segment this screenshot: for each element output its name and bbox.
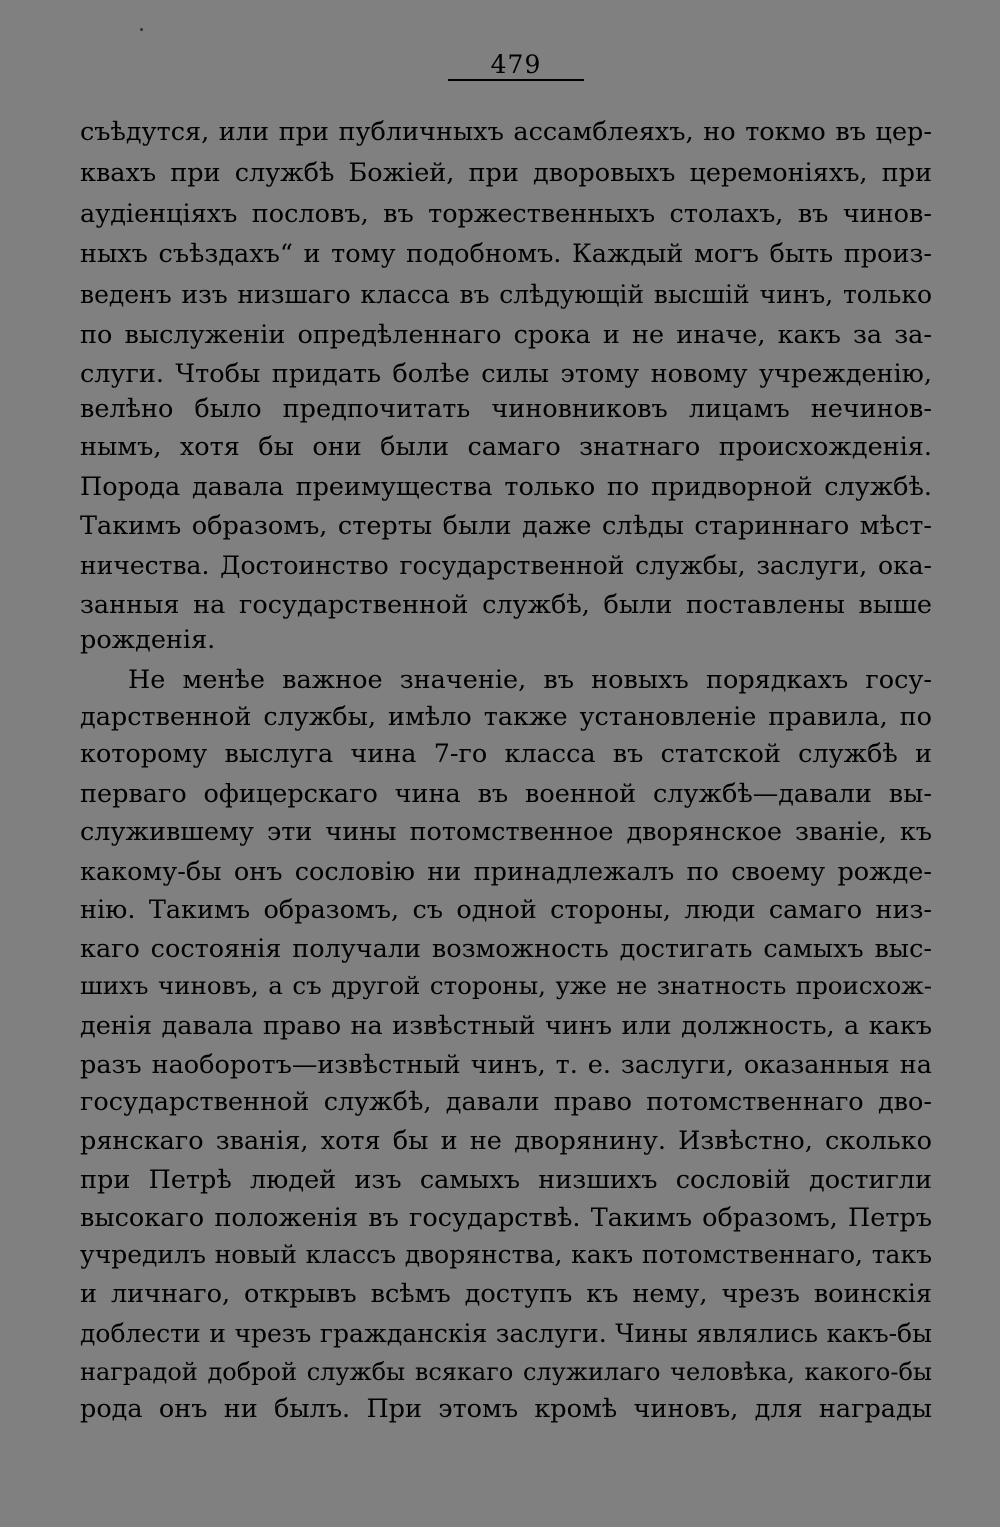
- text-line: по выслуженіи опредѣленнаго срока и не иначе, какъ за за-: [80, 320, 932, 350]
- text-line: высокаго положенія въ государствѣ. Такимъ образомъ, Петръ: [80, 1203, 932, 1233]
- text-line: перваго офицерскаго чина въ военной службѣ—давали вы-: [80, 779, 932, 809]
- text-line: рянскаго званія, хотя бы и не дворянину. Извѣстно, сколько: [80, 1126, 932, 1156]
- text-line: аудіенціяхъ пословъ, въ торжественныхъ столахъ, въ чинов-: [80, 199, 932, 229]
- text-line: рода онъ ни былъ. При этомъ кромѣ чиновъ, для награды: [80, 1394, 932, 1424]
- text-line: и личнаго, открывъ всѣмъ доступъ къ нему, чрезъ воинскія: [80, 1279, 932, 1309]
- page-number-rule: [448, 79, 584, 81]
- text-line: Такимъ образомъ, стерты были даже слѣды стариннаго мѣст-: [80, 511, 932, 541]
- text-line: ничества. Достоинство государственной службы, заслуги, ока-: [80, 551, 932, 580]
- text-line: учредилъ новый классъ дворянства, какъ потомственнаго, такъ: [80, 1240, 932, 1269]
- text-line: которому выслуга чина 7-го класса въ статской службѣ и: [80, 739, 932, 769]
- text-line: доблести и чрезъ гражданскія заслуги. Чины являлись какъ-бы: [80, 1319, 932, 1348]
- text-line: велѣно было предпочитать чиновниковъ лицамъ нечинов-: [80, 394, 932, 424]
- text-line: занныя на государственной службѣ, были поставлены выше: [80, 590, 932, 620]
- text-line: государственной службѣ, давали право потомственнаго дво-: [80, 1087, 932, 1117]
- text-line: шихъ чиновъ, а съ другой стороны, уже не знатность происхож-: [80, 971, 932, 1000]
- text-line: при Петрѣ людей изъ самыхъ низшихъ сословій достигли: [80, 1165, 932, 1195]
- text-line: съѣдутся, или при публичныхъ ассамблеяхъ, но токмо въ цер-: [80, 117, 932, 147]
- page-number: 479: [490, 50, 542, 79]
- text-line: дарственной службы, имѣло также установленіе правила, по: [80, 702, 932, 732]
- text-line: нію. Такимъ образомъ, съ одной стороны, люди самаго низ-: [80, 895, 932, 925]
- text-line: нымъ, хотя бы они были самаго знатнаго происхожденія.: [80, 432, 932, 462]
- text-line: Порода давала преимущества только по придворной службѣ.: [80, 472, 932, 502]
- text-line: разъ наоборотъ—извѣстный чинъ, т. е. заслуги, оказанныя на: [80, 1050, 932, 1080]
- text-line: какому-бы онъ сословію ни принадлежалъ по своему рожде-: [80, 857, 932, 887]
- text-line: служившему эти чины потомственное дворянское званіе, къ: [80, 817, 932, 847]
- text-line: квахъ при службѣ Божіей, при дворовыхъ церемоніяхъ, при: [80, 158, 932, 188]
- scan-speck: [140, 28, 143, 31]
- text-line: рожденія.: [80, 625, 216, 655]
- text-line: денія давала право на извѣстный чинъ или должность, а какъ: [80, 1011, 932, 1041]
- text-line: ныхъ съѣздахъ“ и тому подобномъ. Каждый могъ быть произ-: [80, 239, 932, 269]
- text-line: каго состоянія получали возможность достигать самыхъ выс-: [80, 934, 932, 964]
- text-line: Не менѣе важное значеніе, въ новыхъ порядкахъ госу-: [128, 665, 932, 695]
- text-line: веденъ изъ низшаго класса въ слѣдующій высшій чинъ, только: [80, 280, 932, 309]
- text-line: слуги. Чтобы придать болѣе силы этому новому учрежденію,: [80, 359, 932, 389]
- text-line: наградой доброй службы всякаго служилаго человѣка, какого-бы: [80, 1358, 932, 1386]
